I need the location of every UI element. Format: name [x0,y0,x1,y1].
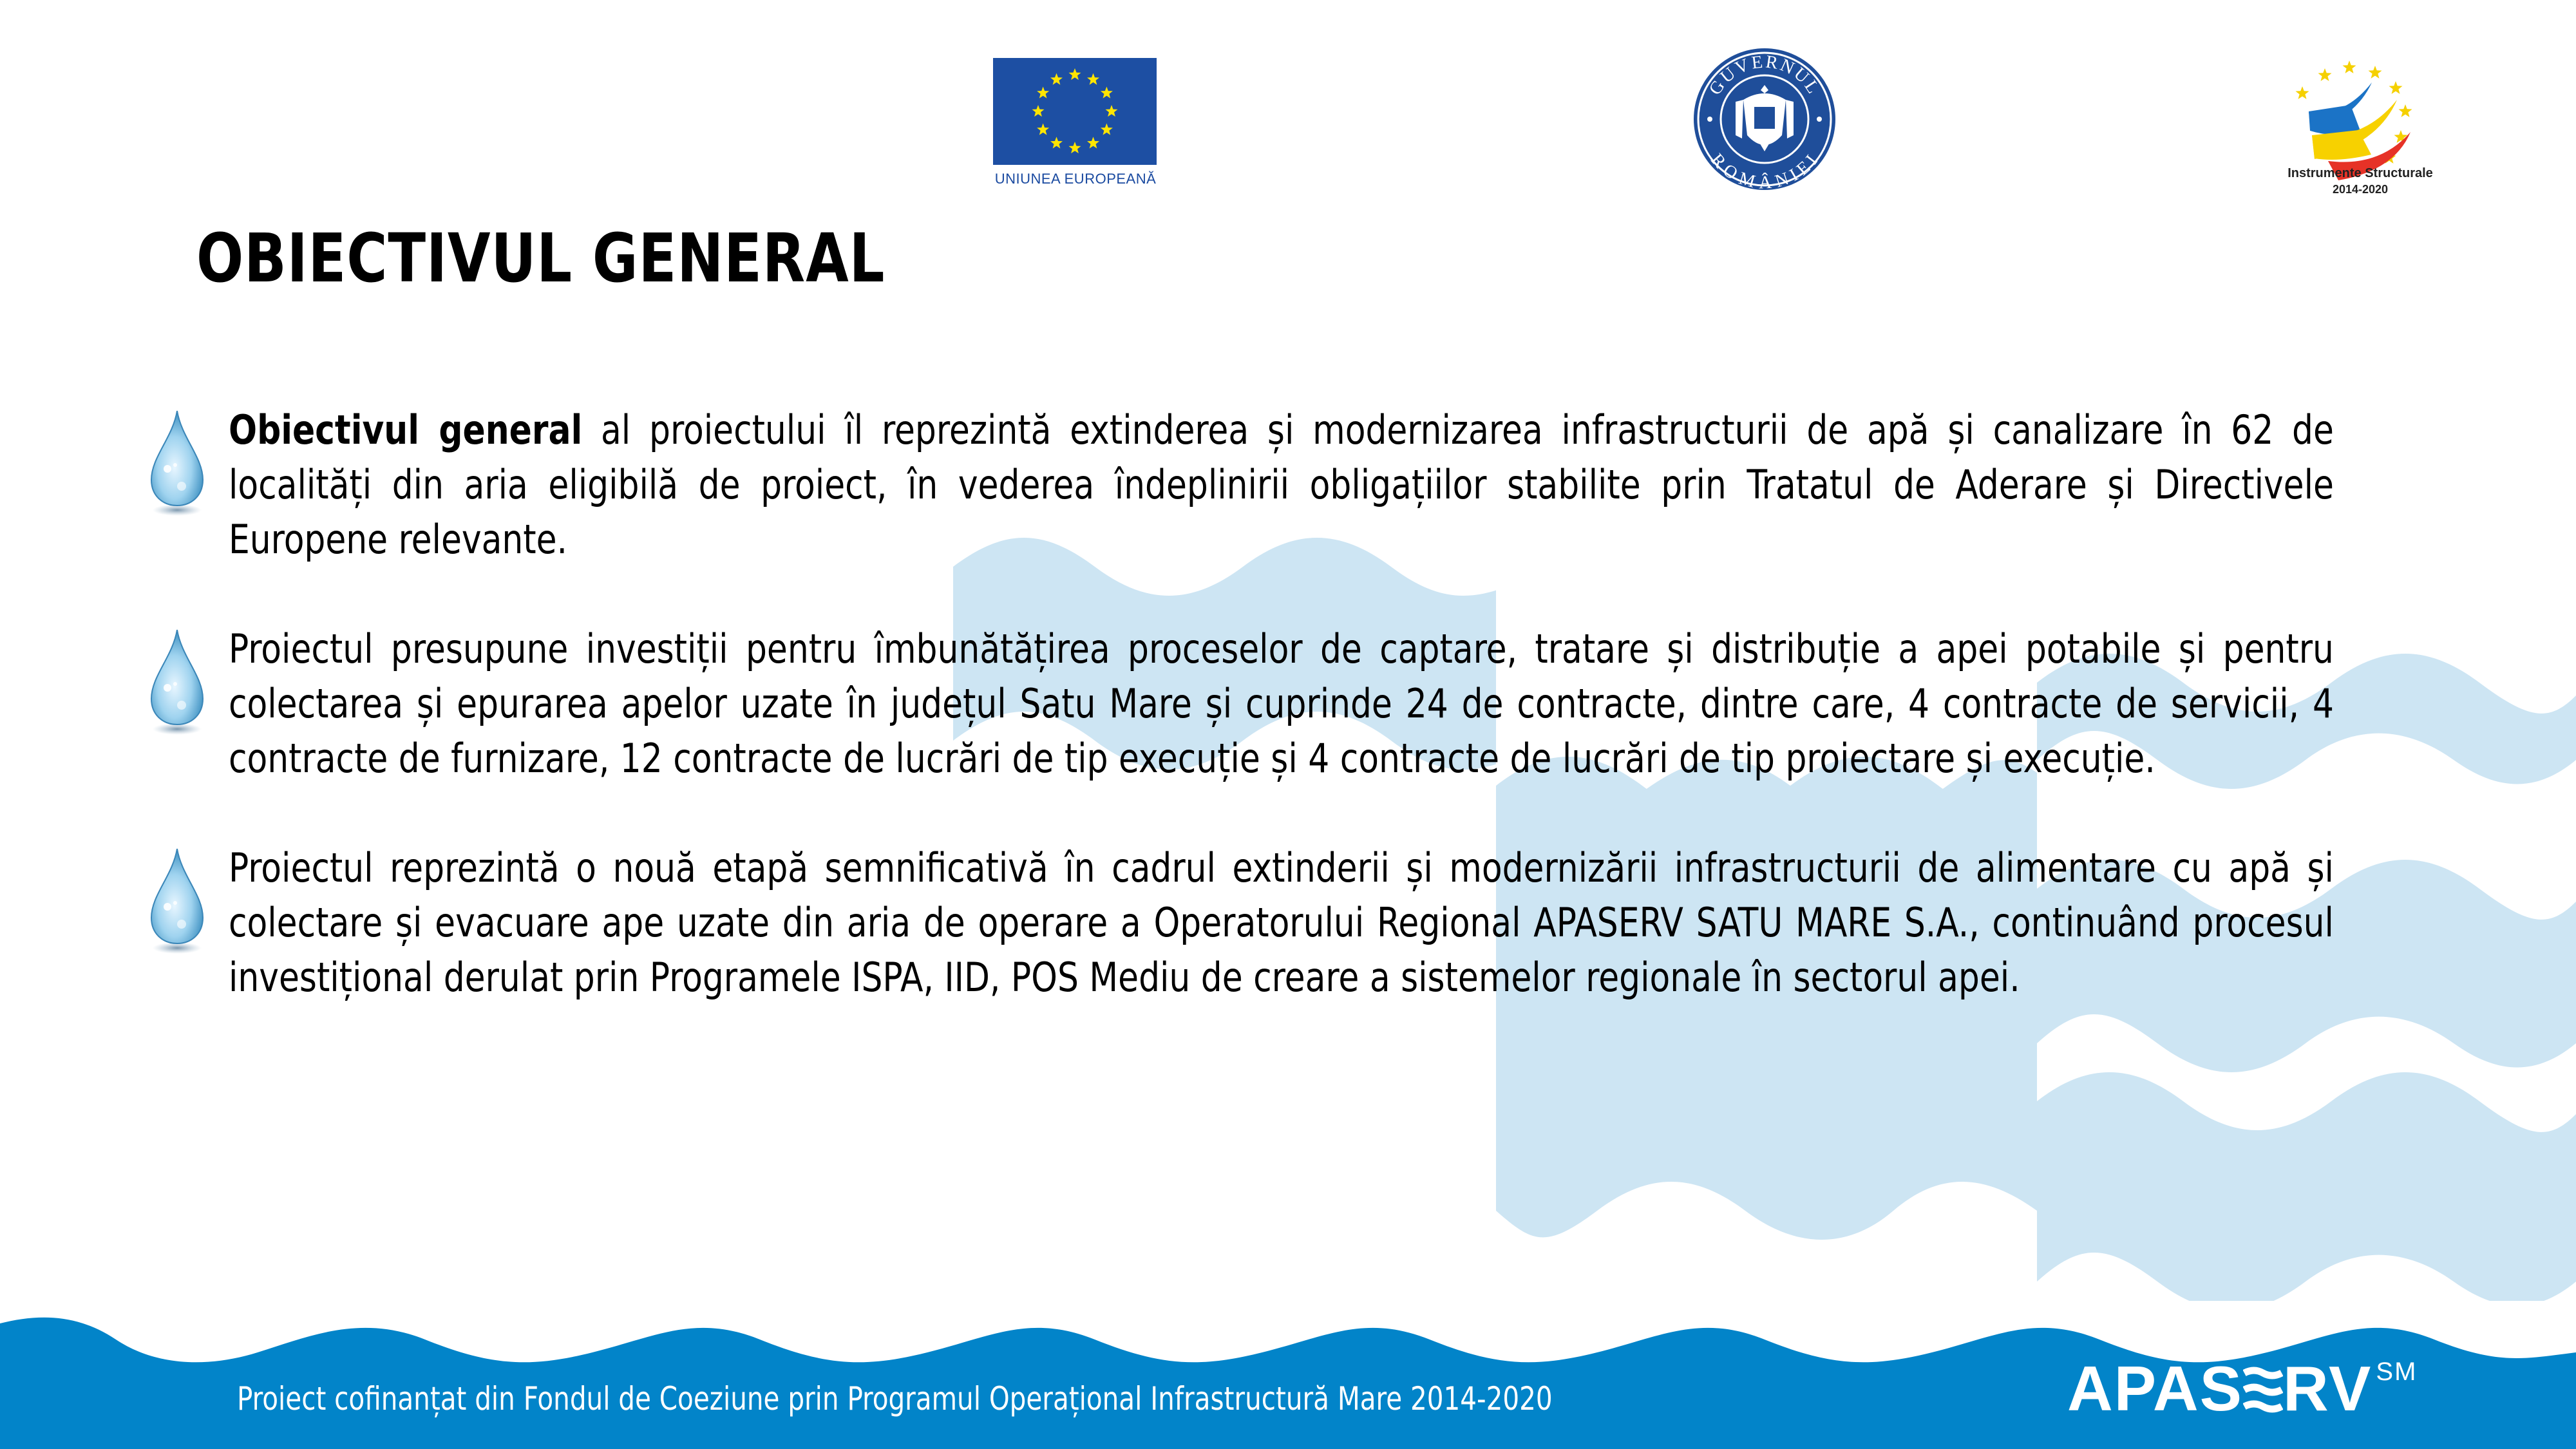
bullet-item [142,621,2344,786]
wave-e-icon [2243,1367,2283,1413]
is-star [2343,61,2356,73]
bullet-text: Obiectivul general al proiectului îl reprezintă extinderea și modernizarea infrastructurii de apă și canalizare în 62 de localități din aria eligibilă de proiect, în vederea îndeplinirii obligațiilor stabilite prin Tratatul de Aderare și Directivele Europene relevante. [229,406,2334,563]
gov-bottom-text: ROMÂNIEI [1707,149,1823,193]
is-star [2318,68,2332,81]
eu-caption: UNIUNEA EUROPEANĂ [994,171,1157,187]
structural-instruments-years: 2014-2020 [2332,183,2389,196]
romanian-government-seal-icon [1690,45,1839,193]
bullet-item [142,402,2344,567]
water-drop-icon [142,844,213,960]
eu-flag-icon [992,55,1159,190]
water-drop-icon [142,406,213,522]
bullet-text: Proiectul presupune investiții pentru îmbunătățirea proceselor de captare, tratare și distribuție a apei potabile și pentru colectarea și epurarea apelor uzate în județul Satu Mare și cuprinde 24 de contracte, dintre care, 4 contracte de servicii, 4 contracte de furnizare, 12 contracte de lucrări de tip execuție și 4 contracte de lucrări de tip proiectare și execuție. [229,625,2334,782]
apaserv-logo: APAS RV ℠ [2067,1353,2418,1424]
bullet-text: Proiectul reprezintă o nouă etapă semnificativă în cadrul extinderii și modernizării infrastructurii de alimentare cu apă și colectare și evacuare ape uzate din aria de operare a Operatorului Regional APASERV SATU MARE S.A., continuând procesul investițional derulat prin Programele ISPA, IID, POS Mediu de creare a sistemelor regionale în sectorul apei. [229,844,2334,1001]
water-drop-icon [142,625,213,741]
bullet-bold-lead: Obiectivul general [229,406,583,453]
gov-top-text: GUVERNUL [1705,52,1824,99]
is-star [2389,81,2403,94]
page-title: OBIECTIVUL GENERAL [196,219,886,298]
footer-cofinancing-text: Proiect cofinanțat din Fondul de Coeziune prin Programul Operațional Infrastructură Mare 2014-2020 [237,1380,1553,1417]
is-star [2369,66,2382,79]
structural-instruments-caption: Instrumente Structurale [2287,166,2433,180]
is-star [2399,104,2412,117]
is-star [2296,86,2309,99]
bullet-list [142,402,2344,1059]
bullet-item [142,840,2344,1005]
